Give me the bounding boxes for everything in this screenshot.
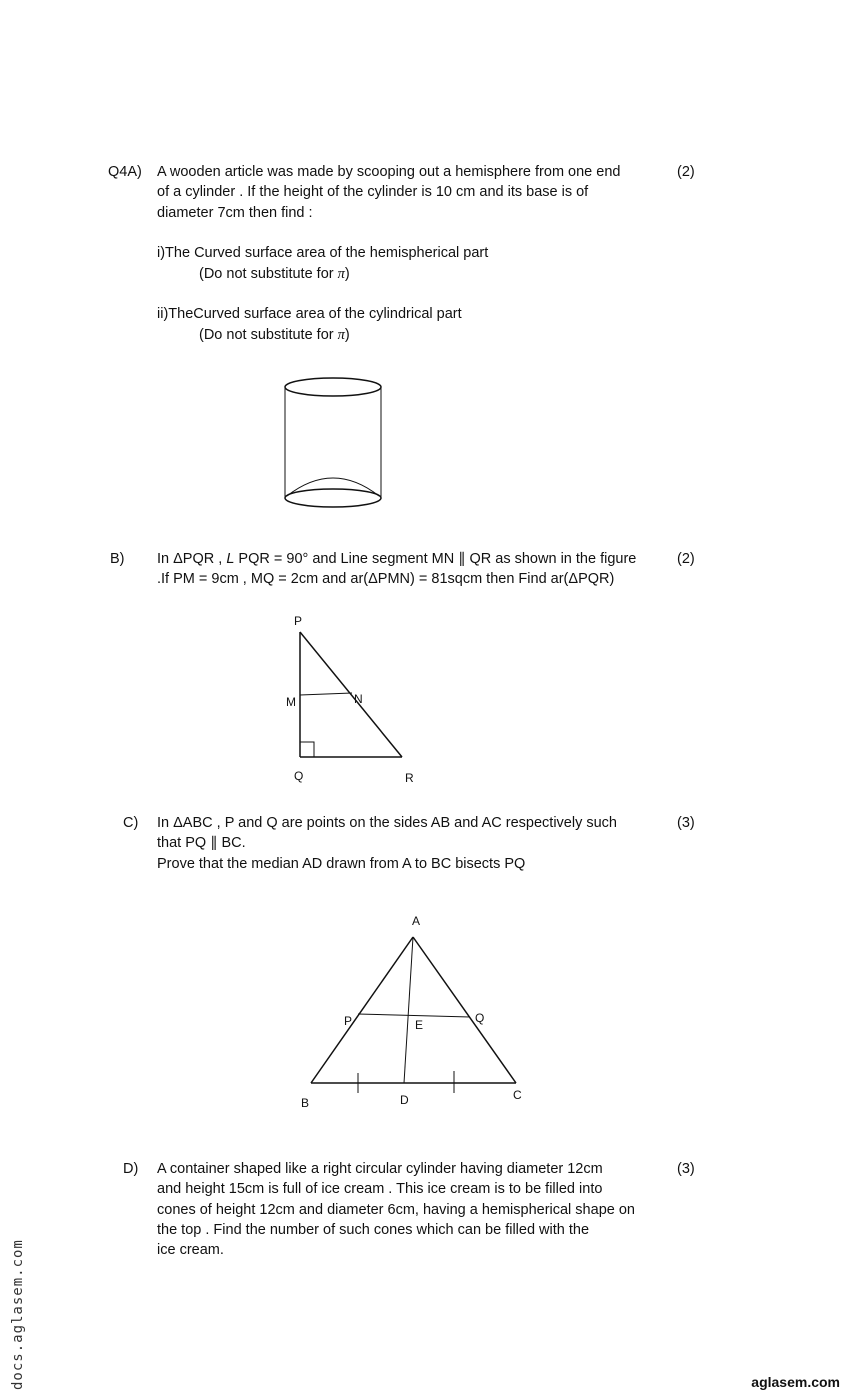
q4a-part-i: i)The Curved surface area of the hemispherical part <box>157 245 489 261</box>
angle-symbol: L <box>226 551 235 567</box>
q4c-line-2: that PQ ∥ BC. <box>157 835 246 851</box>
label-r: R <box>405 771 414 785</box>
label-a: A <box>412 914 421 928</box>
side-ab <box>311 937 413 1083</box>
q4a-part-ii: ii)TheCurved surface area of the cylindrical part <box>157 306 462 322</box>
q4b-line-1 <box>157 549 636 569</box>
median-ad <box>404 937 413 1083</box>
label-d: D <box>400 1093 409 1107</box>
label-b: B <box>301 1096 310 1110</box>
question-label-4b: B) <box>110 551 125 567</box>
q4c-line-1: In ΔABC , P and Q are points on the sides AB and AC respectively such <box>157 815 617 831</box>
cylinder-top-ellipse <box>285 378 381 396</box>
q4b-line-1-post: PQR = 90° and Line segment MN ∥ QR as shown in the figure <box>234 551 637 567</box>
question-label-4a: Q4A) <box>108 164 142 180</box>
label-c: C <box>513 1088 522 1102</box>
hemisphere-arc <box>287 478 379 496</box>
marks-4a: (2) <box>677 164 695 180</box>
q4a-line-1: A wooden article was made by scooping out a hemisphere from one end <box>157 164 621 180</box>
q4a-line-2: of a cylinder . If the height of the cylinder is 10 cm and its base is of <box>157 184 589 200</box>
q4d-line-5: ice cream. <box>157 1242 224 1258</box>
segment-mn <box>300 693 352 695</box>
label-q: Q <box>475 1011 485 1025</box>
side-watermark: docs.aglasem.com <box>10 1239 26 1390</box>
label-p: P <box>294 614 303 628</box>
close-paren: ) <box>344 266 350 282</box>
label-q: Q <box>294 769 304 783</box>
right-angle-marker <box>300 742 314 757</box>
footer-brand: aglasem.com <box>751 1374 840 1390</box>
note-text: (Do not substitute for <box>199 327 338 343</box>
side-ac <box>413 937 516 1083</box>
q4d-line-1: A container shaped like a right circular cylinder having diameter 12cm <box>157 1161 603 1177</box>
q4d-line-3: cones of height 12cm and diameter 6cm, having a hemispherical shape on <box>157 1202 635 1218</box>
q4a-part-i-note <box>199 264 350 284</box>
q4d-line-2: and height 15cm is full of ice cream . This ice cream is to be filled into <box>157 1181 603 1197</box>
triangle-abc-figure <box>290 908 540 1113</box>
note-text: (Do not substitute for <box>199 266 338 282</box>
q4a-line-3: diameter 7cm then find : <box>157 205 313 221</box>
marks-4c: (3) <box>677 815 695 831</box>
cylinder-figure <box>275 370 395 515</box>
q4c-line-3: Prove that the median AD drawn from A to BC bisects PQ <box>157 856 526 872</box>
question-label-4c: C) <box>123 815 139 831</box>
label-e: E <box>415 1018 424 1032</box>
q4d-line-4: the top . Find the number of such cones which can be filled with the <box>157 1222 590 1238</box>
label-p: P <box>344 1014 353 1028</box>
label-n: N <box>354 692 363 706</box>
q4b-line-1-pre: In ΔPQR , <box>157 551 227 567</box>
pi-symbol: π <box>337 266 345 282</box>
triangle-pqr-figure <box>280 610 420 790</box>
label-m: M <box>286 695 296 709</box>
segment-pq <box>358 1014 470 1017</box>
close-paren: ) <box>344 327 350 343</box>
q4a-part-ii-note <box>199 325 350 345</box>
pi-symbol: π <box>337 327 345 343</box>
marks-4b: (2) <box>677 551 695 567</box>
marks-4d: (3) <box>677 1161 695 1177</box>
cylinder-bottom-ellipse <box>285 489 381 507</box>
q4b-line-2: .If PM = 9cm , MQ = 2cm and ar(ΔPMN) = 81sqcm then Find ar(ΔPQR) <box>157 571 615 587</box>
question-label-4d: D) <box>123 1161 139 1177</box>
